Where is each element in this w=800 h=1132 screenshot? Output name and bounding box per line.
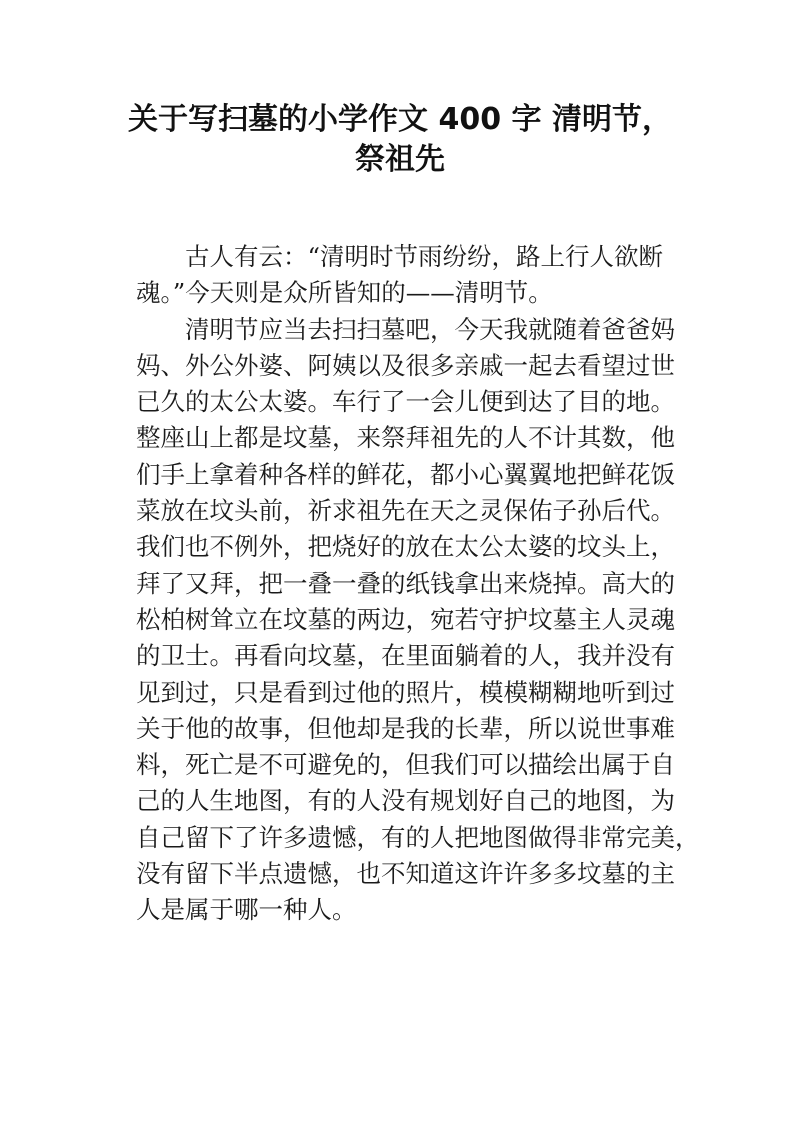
body-line: 人是属于哪一种人。: [136, 895, 357, 925]
body-line: 已久的太公太婆。车行了一会儿便到达了目的地。: [136, 387, 675, 417]
body-line: 拜了又拜，把一叠一叠的纸钱拿出来烧掉。高大的: [136, 568, 675, 598]
document-title: [100, 100, 700, 180]
body-line: 关于他的故事，但他却是我的长辈，所以说世事难: [136, 713, 675, 743]
body-line: 们手上拿着种各样的鲜花，都小心翼翼地把鲜花饭: [136, 459, 675, 489]
body-line: 松柏树耸立在坟墓的两边，宛若守护坟墓主人灵魂: [136, 604, 675, 634]
body-line: 清明节应当去扫扫墓吧，今天我就随着爸爸妈: [185, 314, 675, 344]
body-line: 魂。”今天则是众所皆知的——清明节。: [136, 278, 553, 308]
document-body: [136, 239, 700, 929]
body-line: 古人有云：“清明时节雨纷纷，路上行人欲断: [185, 242, 664, 271]
title-line-2: 祭祖先: [355, 142, 445, 177]
body-line: 料，死亡是不可避免的，但我们可以描绘出属于自: [136, 750, 675, 780]
body-line: 菜放在坟头前，祈求祖先在天之灵保佑子孙后代。: [136, 496, 675, 526]
body-line: 的卫士。再看向坟墓，在里面躺着的人，我并没有: [136, 641, 675, 671]
body-line: 见到过，只是看到过他的照片，模模糊糊地听到过: [136, 677, 675, 707]
body-line: 我们也不例外，把烧好的放在太公太婆的坟头上，: [136, 532, 675, 562]
body-line: 妈、外公外婆、阿姨以及很多亲戚一起去看望过世: [136, 350, 675, 380]
body-line: 整座山上都是坟墓，来祭拜祖先的人不计其数，他: [136, 423, 675, 453]
body-line: 己的人生地图，有的人没有规划好自己的地图，为: [136, 786, 675, 816]
body-line: 没有留下半点遗憾，也不知道这许许多多坟墓的主: [136, 859, 675, 889]
title-line-1: 关于写扫墓的小学作文 400 字 清明节，: [128, 102, 672, 137]
body-line: 自己留下了许多遗憾，有的人把地图做得非常完美，: [136, 822, 700, 852]
